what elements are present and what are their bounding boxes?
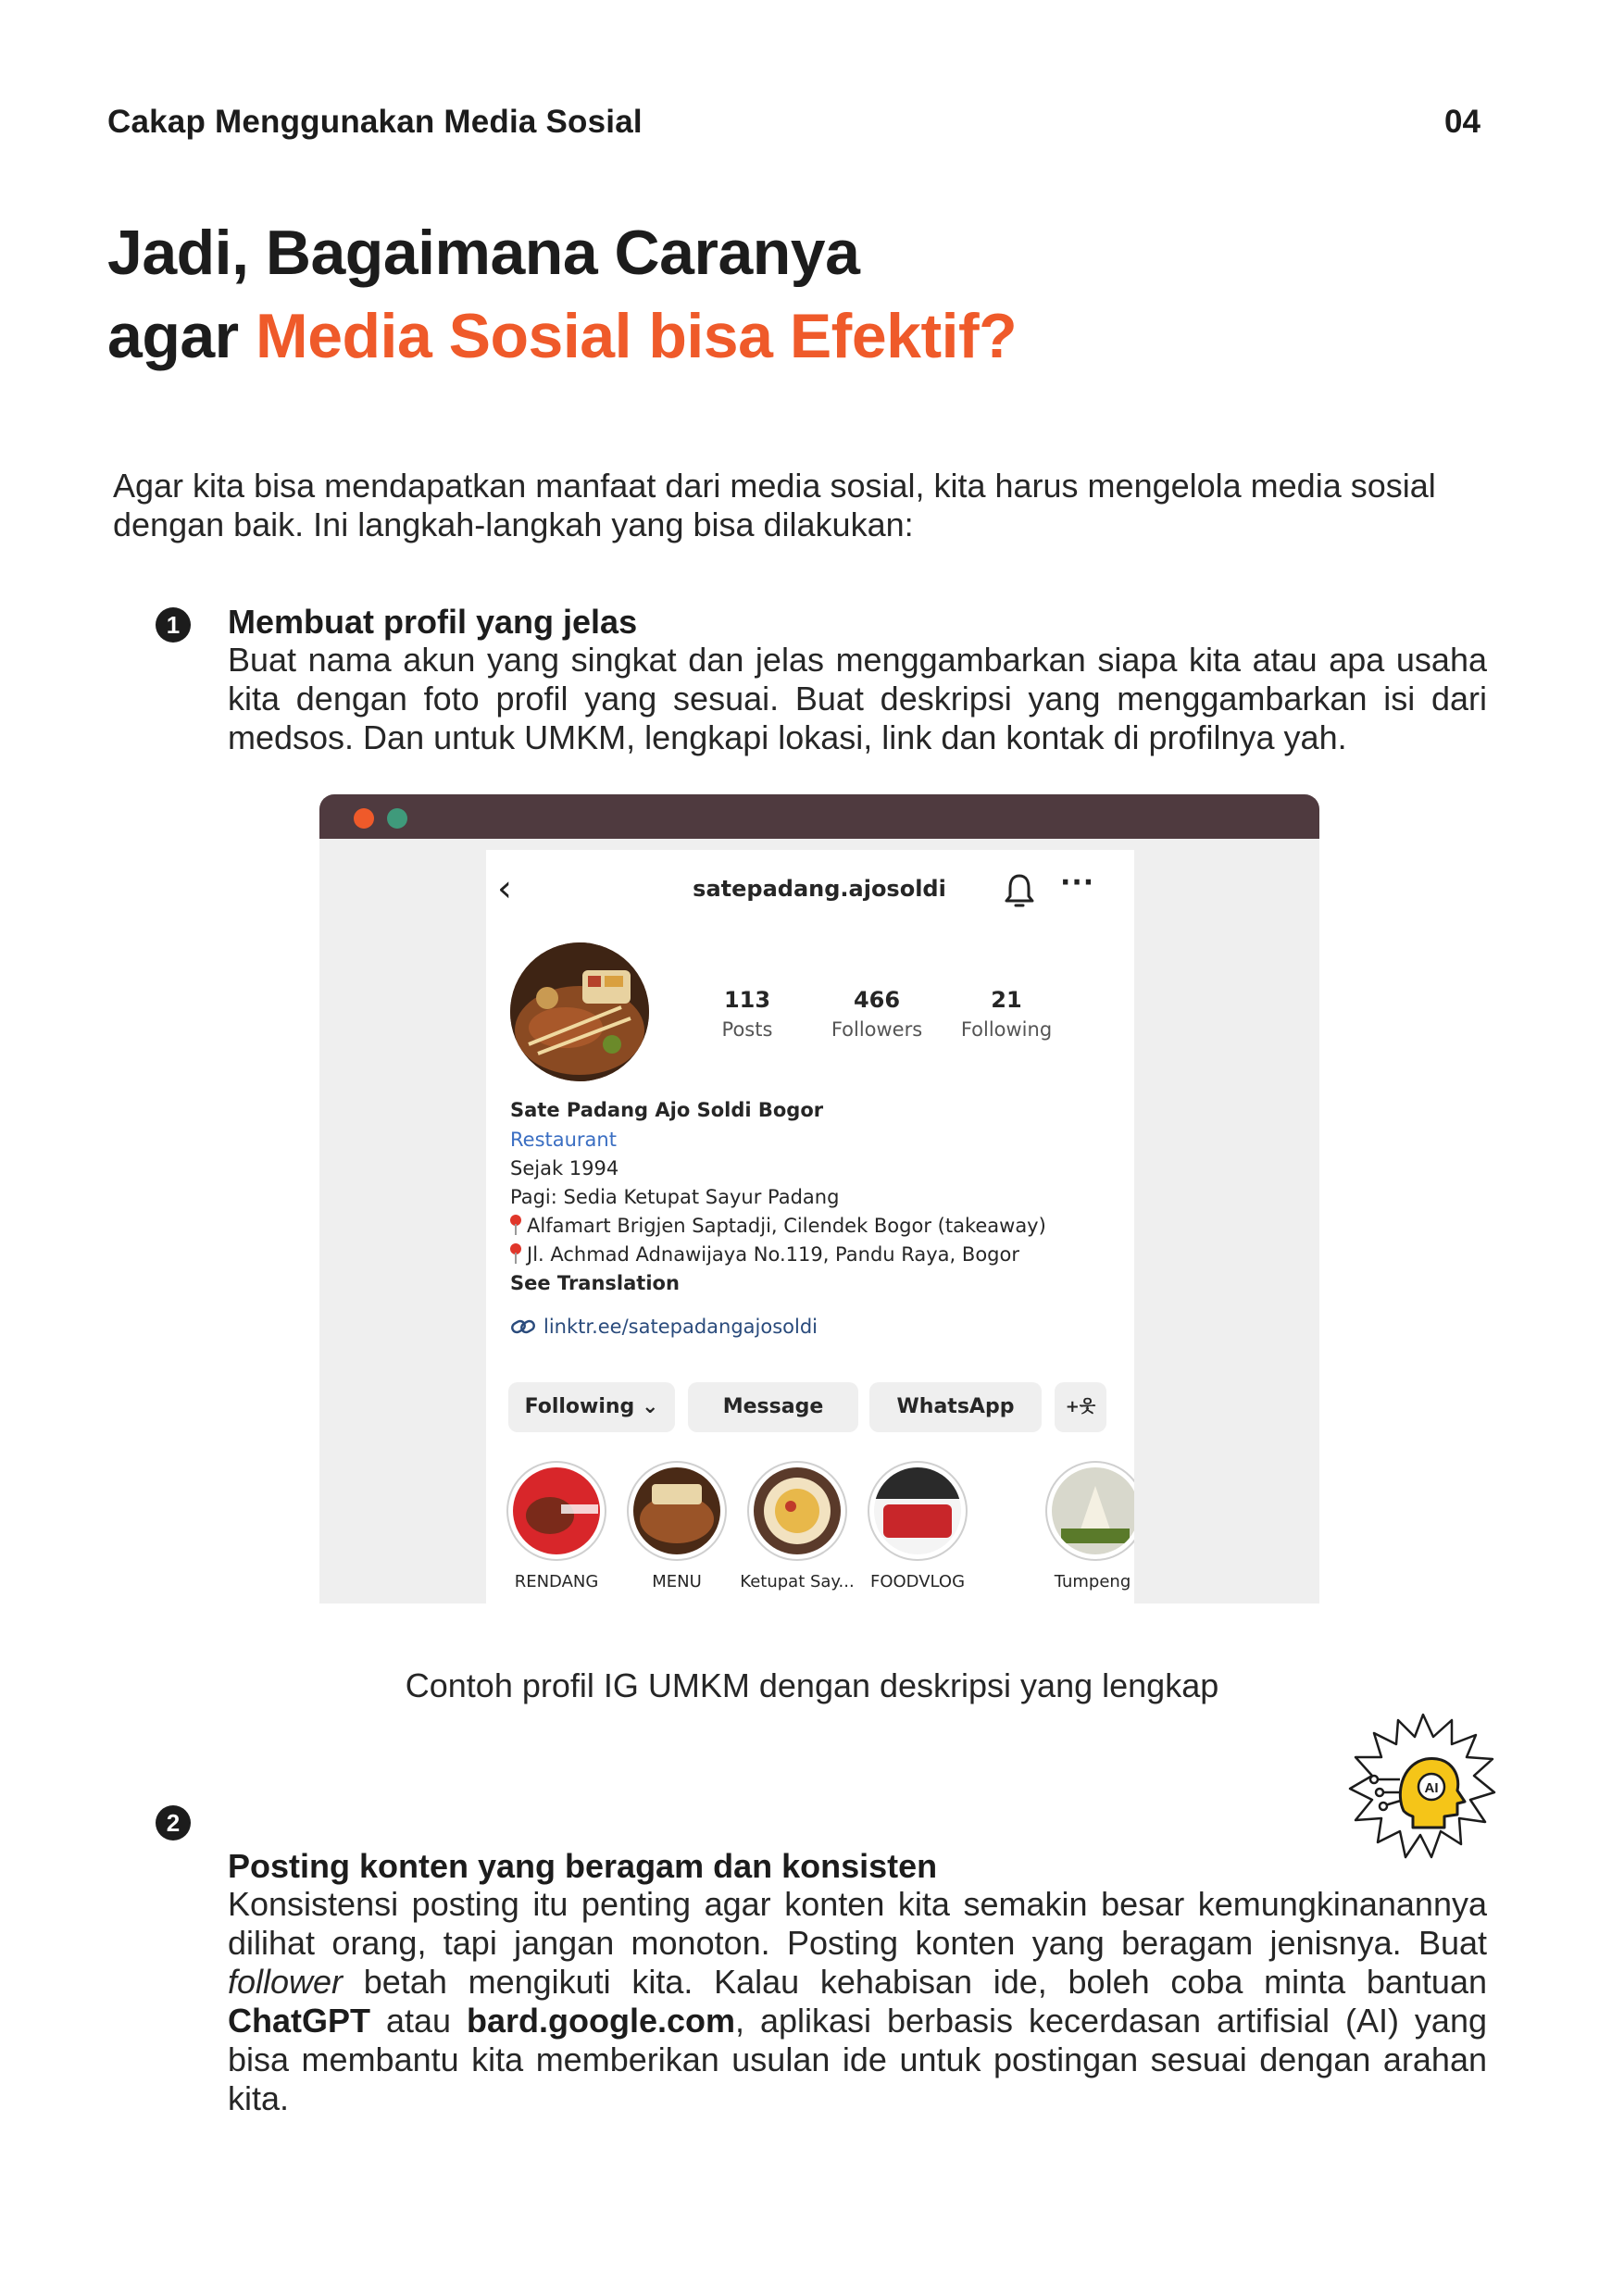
highlight-ketupat[interactable] (747, 1461, 847, 1561)
intro-paragraph: Agar kita bisa mendapatkan manfaat dari media sosial, kita harus mengelola media sosial dengan baik. Ini langkah-langkah yang bisa dilakukan: (113, 467, 1436, 543)
following-button[interactable]: Following ⌄ (508, 1382, 675, 1432)
stat-following-value: 21 (991, 987, 1022, 1013)
profile-avatar[interactable] (510, 942, 649, 1081)
page-heading (107, 211, 1017, 378)
stat-following-label: Following (960, 1018, 1053, 1041)
add-person-button[interactable]: +⁠웃 (1055, 1382, 1106, 1432)
profile-display-name: Sate Padang Ajo Soldi Bogor (510, 1099, 824, 1121)
step-2-text-3: atau (370, 2002, 467, 2040)
stat-following[interactable] (951, 987, 1062, 1041)
highlight-tumpeng-image (1052, 1467, 1134, 1554)
highlight-menu-image (633, 1467, 720, 1554)
step-body-1: Buat nama akun yang singkat dan jelas menggambarkan siapa kita atau apa usaha kita dengan foto profil yang sesuai. Buat deskripsi yang menggambarkan isi dari medsos. Dan untuk UMKM, lengkapi lokasi, link dan kontak di profilnya yah. (228, 641, 1487, 756)
ai-head-icon (1348, 1711, 1498, 1861)
step-number-1: 1 (156, 607, 191, 643)
image-caption: Contoh profil IG UMKM dengan deskripsi yang lengkap (405, 1666, 1219, 1704)
step-2-italic: follower (228, 1963, 344, 2001)
step-title-1: Membuat profil yang jelas (228, 603, 638, 641)
bio-line-2: Pagi: Sedia Ketupat Sayur Padang (510, 1186, 840, 1208)
highlight-ketupat-image (754, 1467, 841, 1554)
location-text-2: Jl. Achmad Adnawijaya No.119, Pandu Raya, Bogor (527, 1243, 1019, 1266)
location-pin-icon (510, 1243, 521, 1264)
back-chevron-icon[interactable]: ‹ (497, 867, 512, 910)
window-dot-red (354, 808, 374, 829)
highlight-label-rendang: RENDANG (514, 1572, 599, 1591)
highlight-tumpeng[interactable] (1045, 1461, 1134, 1561)
profile-link[interactable] (510, 1313, 818, 1341)
stat-posts-label: Posts (721, 1018, 773, 1041)
profile-mockup-window (319, 794, 1319, 1603)
highlight-foodvlog[interactable] (868, 1461, 968, 1561)
stat-followers-value: 466 (853, 987, 901, 1013)
step-2-text-4: , aplikasi berbasis kecerdasan artifisial (AI) yang bisa membantu kita memberikan usulan ide untuk postingan sesuai dengan arahan kita. (228, 2002, 1487, 2117)
step-2-text-1: Konsistensi posting itu penting agar konten kita semakin besar kemungkinanannya dilihat orang, tapi jangan monoton. Posting konten yang beragam jenisnya. Buat (228, 1885, 1487, 1962)
window-dot-green (387, 808, 407, 829)
heading-line-2 (107, 294, 1017, 378)
header-title: Cakap Menggunakan Media Sosial (107, 104, 643, 140)
highlight-menu[interactable] (627, 1461, 727, 1561)
profile-category[interactable]: Restaurant (510, 1129, 617, 1151)
heading-prefix: agar (107, 301, 239, 371)
heading-line-1: Jadi, Bagaimana Caranya (107, 218, 860, 288)
stat-posts-value: 113 (723, 987, 771, 1013)
step-body-2 (228, 1885, 1487, 2118)
highlight-label-menu: MENU (652, 1572, 702, 1591)
page-number: 04 (1444, 104, 1480, 140)
message-button[interactable]: Message (688, 1382, 858, 1432)
profile-link-text: linktr.ee/satepadangajosoldi (543, 1316, 818, 1338)
bell-icon[interactable] (1003, 872, 1036, 909)
heading-accent: Media Sosial bisa Efektif? (256, 301, 1018, 371)
profile-username: satepadang.ajosoldi (693, 876, 946, 902)
link-chain-icon (510, 1317, 536, 1336)
bio-line-1: Sejak 1994 (510, 1157, 619, 1179)
highlight-rendang-image (513, 1467, 600, 1554)
bio-location-2 (510, 1241, 1019, 1269)
bio-location-1 (510, 1212, 1046, 1241)
whatsapp-button[interactable]: WhatsApp (869, 1382, 1042, 1432)
stat-followers-label: Followers (831, 1018, 923, 1041)
ai-badge-text: AI (1424, 1780, 1439, 1796)
step-number-2: 2 (156, 1805, 191, 1841)
location-text-1: Alfamart Brigjen Saptadji, Cilendek Bogor (takeaway) (527, 1215, 1046, 1237)
see-translation-link[interactable]: See Translation (510, 1272, 680, 1294)
step-2-bard: bard.google.com (466, 2002, 735, 2040)
location-pin-icon (510, 1215, 521, 1235)
step-title-2: Posting konten yang beragam dan konsisten (228, 1847, 938, 1885)
highlight-label-ketupat: Ketupat Say... (740, 1572, 855, 1591)
stat-posts[interactable] (692, 987, 803, 1041)
highlight-label-foodvlog: FOODVLOG (869, 1572, 966, 1591)
highlight-foodvlog-image (874, 1467, 961, 1554)
step-2-chatgpt: ChatGPT (228, 2002, 371, 2040)
highlight-rendang[interactable] (506, 1461, 606, 1561)
instagram-profile-screen (486, 850, 1134, 1603)
window-titlebar (319, 794, 1319, 839)
more-options-icon[interactable]: ··· (1060, 867, 1095, 899)
highlight-label-tumpeng: Tumpeng (1054, 1572, 1131, 1591)
stat-followers[interactable] (821, 987, 932, 1041)
step-2-text-2: betah mengikuti kita. Kalau kehabisan ide, boleh coba minta bantuan (343, 1963, 1487, 2001)
